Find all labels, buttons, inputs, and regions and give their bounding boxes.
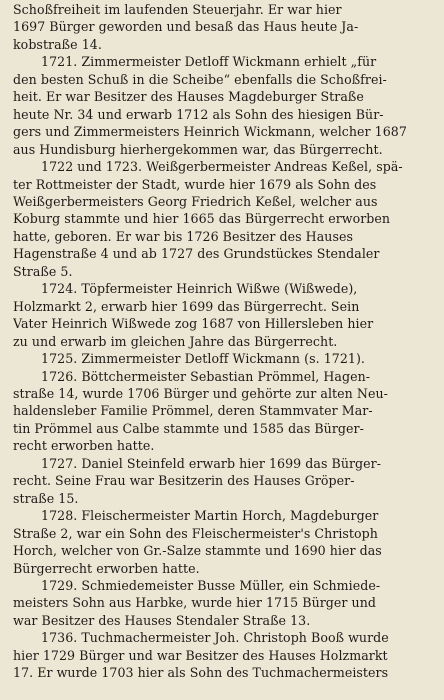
text-line: haldensleber Familie Prömmel, deren Stammvater Mar- — [13, 403, 373, 419]
text-line: Straße 2, war ein Sohn des Fleischermeister's Christoph — [13, 525, 378, 541]
text-line: 1728. Fleischermeister Martin Horch, Magdeburger — [41, 508, 379, 524]
text-line: gers und Zimmermeisters Heinrich Wickmann, welcher 1687 — [13, 124, 407, 140]
text-line: ter Rottmeister der Stadt, wurde hier 1679 als Sohn des — [13, 176, 377, 192]
text-line: Horch, welcher von Gr.-Salze stammte und 1690 hier das — [13, 543, 382, 559]
text-line: 1727. Daniel Steinfeld erwarb hier 1699 das Bürger- — [41, 455, 382, 471]
paragraph — [13, 577, 439, 629]
text-line: recht erworben hatte. — [13, 438, 155, 454]
text-line: zu und erwarb im gleichen Jahre das Bürgerrecht. — [13, 333, 338, 349]
text-line: hatte, geboren. Er war bis 1726 Besitzer des Hauses — [13, 228, 353, 244]
text-line: Hagenstraße 4 und ab 1727 des Grundstückes Stendaler — [13, 246, 380, 262]
text-line: straße 14, wurde 1706 Bürger und gehörte zur alten Neu- — [13, 385, 388, 401]
text-line: 1725. Zimmermeister Detloff Wickmann (s. 1721). — [41, 351, 365, 367]
text-line: aus Hundisburg hierhergekommen war, das Bürgerrecht. — [13, 141, 383, 157]
text-line: hier 1729 Bürger und war Besitzer des Hauses Holzmarkt — [13, 647, 388, 663]
text-body — [13, 1, 439, 682]
text-line: Weißgerbermeisters Georg Friedrich Keßel, welcher aus — [13, 193, 378, 209]
text-line: Koburg stammte und hier 1665 das Bürgerrecht erworben — [13, 211, 391, 227]
text-line: 1726. Böttchermeister Sebastian Prömmel, Hagen- — [41, 368, 371, 384]
paragraph — [13, 507, 439, 577]
text-line: Straße 5. — [13, 263, 73, 279]
text-line: Schoßfreiheit im laufenden Steuerjahr. Er war hier — [13, 2, 342, 17]
text-line: Vater Heinrich Wißwede zog 1687 von Hillersleben hier — [13, 316, 374, 332]
text-line: den besten Schuß in die Scheibe“ ebenfalls die Schoßfrei- — [13, 71, 387, 87]
text-line: heit. Er war Besitzer des Hauses Magdeburger Straße — [13, 89, 364, 105]
paragraph — [13, 368, 439, 455]
text-line: 17. Er wurde 1703 hier als Sohn des Tuchmachermeisters — [13, 665, 389, 681]
text-line: meisters Sohn aus Harbke, wurde hier 1715 Bürger und — [13, 595, 376, 611]
text-line: heute Nr. 34 und erwarb 1712 als Sohn des hiesigen Bür- — [13, 106, 384, 122]
paragraph — [13, 350, 439, 367]
text-line: 1729. Schmiedemeister Busse Müller, ein Schmiede- — [41, 577, 381, 593]
paragraph — [13, 158, 439, 280]
text-line: 1721. Zimmermeister Detloff Wickmann erhielt „für — [41, 54, 377, 70]
text-line: kobstraße 14. — [13, 36, 102, 52]
text-line: 1724. Töpfermeister Heinrich Wißwe (Wißwede), — [41, 281, 358, 297]
text-line: 1697 Bürger geworden und besaß das Haus heute Ja- — [13, 19, 359, 35]
paragraph — [13, 455, 439, 507]
paragraph — [13, 1, 439, 53]
text-line: Bürgerrecht erworben hatte. — [13, 560, 200, 576]
text-line: recht. Seine Frau war Besitzerin des Hauses Gröper- — [13, 473, 355, 489]
text-line: war Besitzer des Hauses Stendaler Straße 13. — [13, 612, 311, 628]
text-line: straße 15. — [13, 490, 79, 506]
paragraph — [13, 53, 439, 158]
text-line: 1722 und 1723. Weißgerbermeister Andreas Keßel, spä- — [41, 159, 403, 175]
paragraph — [13, 280, 439, 350]
text-line: 1736. Tuchmachermeister Joh. Christoph Booß wurde — [41, 630, 389, 646]
text-line: Holzmarkt 2, erwarb hier 1699 das Bürgerrecht. Sein — [13, 298, 360, 314]
paragraph — [13, 629, 439, 681]
text-line: tin Prömmel aus Calbe stammte und 1585 das Bürger- — [13, 420, 364, 436]
